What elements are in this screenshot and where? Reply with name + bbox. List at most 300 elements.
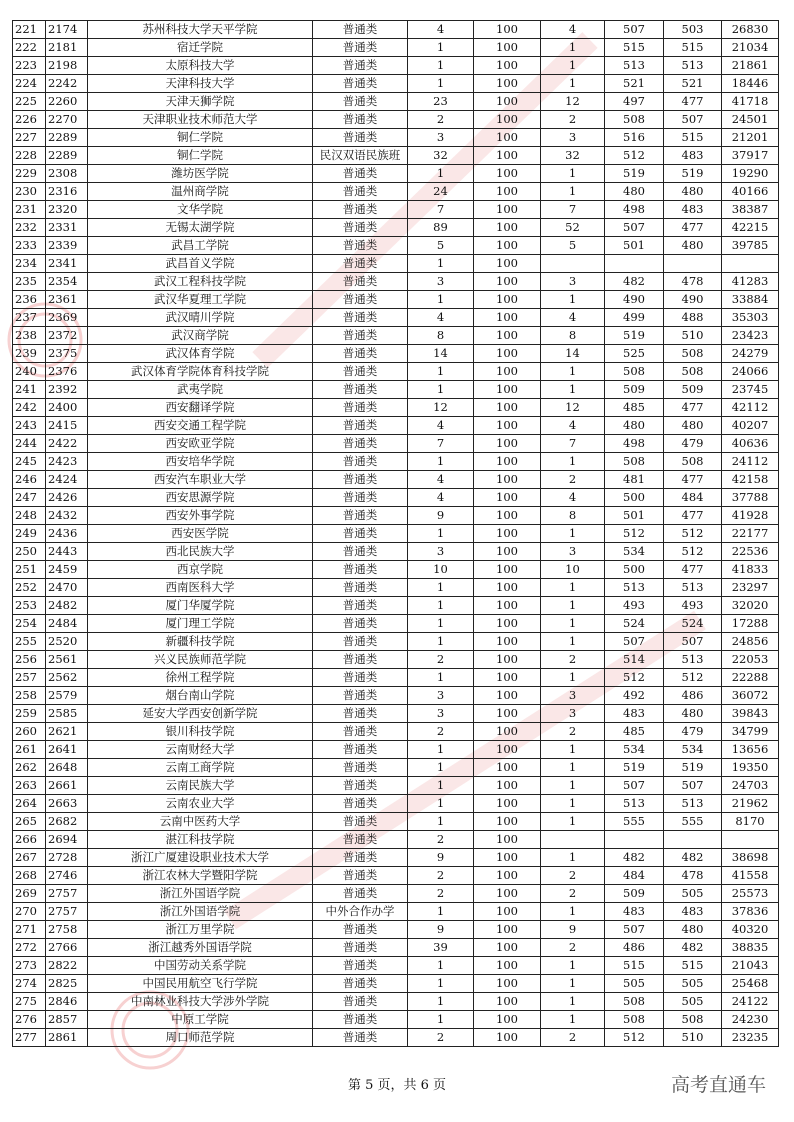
score-line-ratio: 100 [474, 309, 541, 327]
lowest-score: 510 [664, 327, 722, 345]
admitted-count: 2 [541, 939, 605, 957]
table-row [13, 921, 779, 939]
lowest-rank: 41833 [722, 561, 779, 579]
highest-score: 480 [605, 417, 664, 435]
school-name: 铜仁学院 [88, 147, 313, 165]
lowest-rank: 22288 [722, 669, 779, 687]
enrollment-type: 普通类 [313, 21, 408, 39]
row-index: 275 [13, 993, 46, 1011]
highest-score: 507 [605, 777, 664, 795]
school-code: 2484 [46, 615, 88, 633]
school-code: 2846 [46, 993, 88, 1011]
highest-score: 513 [605, 579, 664, 597]
highest-score: 515 [605, 39, 664, 57]
enrollment-type: 普通类 [313, 363, 408, 381]
school-name: 西安欧亚学院 [88, 435, 313, 453]
plan-count: 12 [408, 399, 474, 417]
highest-score: 508 [605, 453, 664, 471]
plan-count: 24 [408, 183, 474, 201]
table-row [13, 741, 779, 759]
plan-count: 1 [408, 813, 474, 831]
school-code: 2181 [46, 39, 88, 57]
school-name: 潍坊医学院 [88, 165, 313, 183]
row-index: 223 [13, 57, 46, 75]
school-name: 武昌首义学院 [88, 255, 313, 273]
lowest-rank: 23745 [722, 381, 779, 399]
table-row [13, 687, 779, 705]
lowest-rank: 21201 [722, 129, 779, 147]
lowest-rank: 19290 [722, 165, 779, 183]
plan-count: 3 [408, 273, 474, 291]
highest-score: 521 [605, 75, 664, 93]
enrollment-type: 普通类 [313, 129, 408, 147]
score-line-ratio: 100 [474, 849, 541, 867]
plan-count: 1 [408, 579, 474, 597]
enrollment-type: 普通类 [313, 417, 408, 435]
row-index: 270 [13, 903, 46, 921]
plan-count: 3 [408, 543, 474, 561]
school-code: 2822 [46, 957, 88, 975]
enrollment-type: 普通类 [313, 687, 408, 705]
highest-score: 512 [605, 669, 664, 687]
score-line-ratio: 100 [474, 507, 541, 525]
highest-score: 519 [605, 327, 664, 345]
plan-count: 9 [408, 507, 474, 525]
lowest-score: 478 [664, 273, 722, 291]
plan-count: 2 [408, 831, 474, 849]
enrollment-type: 普通类 [313, 75, 408, 93]
highest-score: 534 [605, 741, 664, 759]
highest-score: 507 [605, 633, 664, 651]
row-index: 276 [13, 1011, 46, 1029]
admitted-count: 5 [541, 237, 605, 255]
row-index: 269 [13, 885, 46, 903]
enrollment-type: 普通类 [313, 255, 408, 273]
admitted-count: 1 [541, 669, 605, 687]
enrollment-type: 普通类 [313, 543, 408, 561]
highest-score: 485 [605, 723, 664, 741]
enrollment-type: 普通类 [313, 561, 408, 579]
lowest-score: 524 [664, 615, 722, 633]
admitted-count: 1 [541, 525, 605, 543]
enrollment-type: 民汉双语民族班 [313, 147, 408, 165]
school-name: 天津科技大学 [88, 75, 313, 93]
lowest-rank: 19350 [722, 759, 779, 777]
lowest-score: 505 [664, 975, 722, 993]
lowest-score: 479 [664, 435, 722, 453]
score-line-ratio: 100 [474, 687, 541, 705]
row-index: 253 [13, 597, 46, 615]
school-code: 2423 [46, 453, 88, 471]
score-line-ratio: 100 [474, 435, 541, 453]
table-row [13, 705, 779, 723]
lowest-rank: 41558 [722, 867, 779, 885]
plan-count: 1 [408, 993, 474, 1011]
plan-count: 1 [408, 255, 474, 273]
plan-count: 4 [408, 21, 474, 39]
school-name: 云南民族大学 [88, 777, 313, 795]
admitted-count: 1 [541, 993, 605, 1011]
enrollment-type: 普通类 [313, 201, 408, 219]
enrollment-type: 普通类 [313, 939, 408, 957]
lowest-rank: 39785 [722, 237, 779, 255]
plan-count: 7 [408, 201, 474, 219]
lowest-score: 480 [664, 417, 722, 435]
lowest-score: 477 [664, 399, 722, 417]
table-row [13, 21, 779, 39]
enrollment-type: 普通类 [313, 237, 408, 255]
table-row [13, 831, 779, 849]
school-name: 中国劳动关系学院 [88, 957, 313, 975]
admitted-count: 1 [541, 813, 605, 831]
table-row [13, 165, 779, 183]
enrollment-type: 普通类 [313, 1011, 408, 1029]
enrollment-type: 普通类 [313, 273, 408, 291]
score-line-ratio: 100 [474, 21, 541, 39]
school-code: 2436 [46, 525, 88, 543]
school-name: 浙江农林大学暨阳学院 [88, 867, 313, 885]
row-index: 251 [13, 561, 46, 579]
enrollment-type: 普通类 [313, 705, 408, 723]
lowest-rank [722, 255, 779, 273]
table-row [13, 813, 779, 831]
school-code: 2361 [46, 291, 88, 309]
lowest-score: 513 [664, 795, 722, 813]
row-index: 236 [13, 291, 46, 309]
table-row [13, 669, 779, 687]
school-name: 云南财经大学 [88, 741, 313, 759]
lowest-rank: 21962 [722, 795, 779, 813]
highest-score: 509 [605, 885, 664, 903]
plan-count: 1 [408, 1011, 474, 1029]
school-code: 2308 [46, 165, 88, 183]
score-line-ratio: 100 [474, 39, 541, 57]
table-row [13, 885, 779, 903]
score-line-ratio: 100 [474, 1011, 541, 1029]
highest-score: 507 [605, 921, 664, 939]
lowest-score: 508 [664, 345, 722, 363]
row-index: 222 [13, 39, 46, 57]
table-row [13, 543, 779, 561]
highest-score: 508 [605, 111, 664, 129]
score-line-ratio: 100 [474, 957, 541, 975]
row-index: 259 [13, 705, 46, 723]
table-row [13, 507, 779, 525]
table-row [13, 597, 779, 615]
school-code: 2354 [46, 273, 88, 291]
highest-score: 513 [605, 795, 664, 813]
table-row [13, 615, 779, 633]
admission-table [12, 20, 779, 1047]
row-index: 241 [13, 381, 46, 399]
admitted-count: 2 [541, 867, 605, 885]
admitted-count: 1 [541, 741, 605, 759]
enrollment-type: 普通类 [313, 435, 408, 453]
row-index: 272 [13, 939, 46, 957]
lowest-score: 490 [664, 291, 722, 309]
plan-count: 39 [408, 939, 474, 957]
row-index: 249 [13, 525, 46, 543]
lowest-rank: 24279 [722, 345, 779, 363]
highest-score: 514 [605, 651, 664, 669]
lowest-score: 507 [664, 633, 722, 651]
lowest-rank: 42112 [722, 399, 779, 417]
school-name: 银川科技学院 [88, 723, 313, 741]
lowest-rank: 13656 [722, 741, 779, 759]
school-code: 2459 [46, 561, 88, 579]
lowest-rank: 40636 [722, 435, 779, 453]
enrollment-type: 普通类 [313, 777, 408, 795]
school-name: 武昌工学院 [88, 237, 313, 255]
school-name: 烟台南山学院 [88, 687, 313, 705]
lowest-score: 507 [664, 111, 722, 129]
admitted-count: 32 [541, 147, 605, 165]
school-name: 西京学院 [88, 561, 313, 579]
lowest-rank: 41928 [722, 507, 779, 525]
lowest-score: 534 [664, 741, 722, 759]
lowest-rank: 24122 [722, 993, 779, 1011]
enrollment-type: 普通类 [313, 741, 408, 759]
score-line-ratio: 100 [474, 525, 541, 543]
lowest-score: 509 [664, 381, 722, 399]
school-name: 宿迁学院 [88, 39, 313, 57]
school-name: 西安外事学院 [88, 507, 313, 525]
lowest-score: 512 [664, 543, 722, 561]
enrollment-type: 普通类 [313, 219, 408, 237]
score-line-ratio: 100 [474, 489, 541, 507]
score-line-ratio: 100 [474, 273, 541, 291]
enrollment-type: 普通类 [313, 471, 408, 489]
row-index: 265 [13, 813, 46, 831]
score-line-ratio: 100 [474, 363, 541, 381]
row-index: 273 [13, 957, 46, 975]
page-number: 第 5 页，共 6 页 [347, 1078, 447, 1093]
lowest-rank: 24230 [722, 1011, 779, 1029]
table-row [13, 1029, 779, 1047]
highest-score: 486 [605, 939, 664, 957]
enrollment-type: 普通类 [313, 669, 408, 687]
highest-score: 498 [605, 435, 664, 453]
highest-score: 512 [605, 147, 664, 165]
row-index: 240 [13, 363, 46, 381]
score-line-ratio: 100 [474, 993, 541, 1011]
school-code: 2682 [46, 813, 88, 831]
table-row [13, 255, 779, 273]
row-index: 254 [13, 615, 46, 633]
admitted-count: 3 [541, 705, 605, 723]
school-code: 2331 [46, 219, 88, 237]
table-row [13, 993, 779, 1011]
school-name: 周口师范学院 [88, 1029, 313, 1047]
admitted-count: 1 [541, 579, 605, 597]
school-code: 2339 [46, 237, 88, 255]
admitted-count: 1 [541, 975, 605, 993]
score-line-ratio: 100 [474, 741, 541, 759]
highest-score: 525 [605, 345, 664, 363]
plan-count: 23 [408, 93, 474, 111]
lowest-score: 515 [664, 957, 722, 975]
school-code: 2320 [46, 201, 88, 219]
plan-count: 1 [408, 75, 474, 93]
plan-count: 9 [408, 921, 474, 939]
row-index: 250 [13, 543, 46, 561]
lowest-score: 555 [664, 813, 722, 831]
school-code: 2482 [46, 597, 88, 615]
table-row [13, 417, 779, 435]
highest-score: 515 [605, 957, 664, 975]
highest-score: 482 [605, 849, 664, 867]
highest-score: 508 [605, 1011, 664, 1029]
admitted-count: 7 [541, 201, 605, 219]
lowest-rank: 32020 [722, 597, 779, 615]
school-code: 2520 [46, 633, 88, 651]
lowest-rank: 18446 [722, 75, 779, 93]
row-index: 248 [13, 507, 46, 525]
lowest-score: 510 [664, 1029, 722, 1047]
table-row [13, 1011, 779, 1029]
highest-score: 512 [605, 1029, 664, 1047]
enrollment-type: 中外合作办学 [313, 903, 408, 921]
table-row [13, 435, 779, 453]
admitted-count: 14 [541, 345, 605, 363]
row-index: 239 [13, 345, 46, 363]
row-index: 252 [13, 579, 46, 597]
row-index: 246 [13, 471, 46, 489]
lowest-rank: 23297 [722, 579, 779, 597]
highest-score: 512 [605, 525, 664, 543]
school-name: 浙江外国语学院 [88, 903, 313, 921]
highest-score: 490 [605, 291, 664, 309]
school-code: 2289 [46, 129, 88, 147]
table-row [13, 345, 779, 363]
enrollment-type: 普通类 [313, 345, 408, 363]
enrollment-type: 普通类 [313, 183, 408, 201]
plan-count: 9 [408, 849, 474, 867]
plan-count: 10 [408, 561, 474, 579]
school-name: 浙江越秀外国语学院 [88, 939, 313, 957]
enrollment-type: 普通类 [313, 93, 408, 111]
plan-count: 2 [408, 651, 474, 669]
school-name: 西安交通工程学院 [88, 417, 313, 435]
school-name: 武汉晴川学院 [88, 309, 313, 327]
row-index: 258 [13, 687, 46, 705]
admitted-count: 1 [541, 39, 605, 57]
plan-count: 1 [408, 633, 474, 651]
lowest-rank: 40207 [722, 417, 779, 435]
lowest-rank: 39843 [722, 705, 779, 723]
lowest-score: 519 [664, 165, 722, 183]
table-row [13, 57, 779, 75]
plan-count: 1 [408, 597, 474, 615]
lowest-rank: 24703 [722, 777, 779, 795]
table-row [13, 309, 779, 327]
school-name: 武汉华夏理工学院 [88, 291, 313, 309]
table-row [13, 75, 779, 93]
plan-count: 1 [408, 525, 474, 543]
enrollment-type: 普通类 [313, 309, 408, 327]
school-code: 2470 [46, 579, 88, 597]
admitted-count: 1 [541, 615, 605, 633]
lowest-score: 505 [664, 885, 722, 903]
enrollment-type: 普通类 [313, 759, 408, 777]
school-code: 2376 [46, 363, 88, 381]
admitted-count: 1 [541, 957, 605, 975]
plan-count: 1 [408, 291, 474, 309]
highest-score: 481 [605, 471, 664, 489]
row-index: 233 [13, 237, 46, 255]
row-index: 227 [13, 129, 46, 147]
admitted-count: 8 [541, 327, 605, 345]
school-name: 中南林业科技大学涉外学院 [88, 993, 313, 1011]
score-line-ratio: 100 [474, 291, 541, 309]
row-index: 277 [13, 1029, 46, 1047]
plan-count: 7 [408, 435, 474, 453]
row-index: 235 [13, 273, 46, 291]
table-row [13, 579, 779, 597]
plan-count: 1 [408, 975, 474, 993]
plan-count: 1 [408, 39, 474, 57]
lowest-score: 483 [664, 201, 722, 219]
highest-score: 483 [605, 903, 664, 921]
lowest-rank: 26830 [722, 21, 779, 39]
score-line-ratio: 100 [474, 975, 541, 993]
admitted-count: 1 [541, 291, 605, 309]
admitted-count: 1 [541, 363, 605, 381]
lowest-rank: 38387 [722, 201, 779, 219]
school-name: 厦门华厦学院 [88, 597, 313, 615]
score-line-ratio: 100 [474, 561, 541, 579]
school-code: 2861 [46, 1029, 88, 1047]
row-index: 255 [13, 633, 46, 651]
admitted-count: 2 [541, 111, 605, 129]
enrollment-type: 普通类 [313, 597, 408, 615]
table-row [13, 183, 779, 201]
school-name: 武汉体育学院 [88, 345, 313, 363]
table-row [13, 147, 779, 165]
row-index: 230 [13, 183, 46, 201]
school-name: 武汉体育学院体育科技学院 [88, 363, 313, 381]
enrollment-type: 普通类 [313, 453, 408, 471]
enrollment-type: 普通类 [313, 849, 408, 867]
lowest-rank: 24112 [722, 453, 779, 471]
plan-count: 1 [408, 795, 474, 813]
table-row [13, 453, 779, 471]
lowest-rank: 41283 [722, 273, 779, 291]
row-index: 245 [13, 453, 46, 471]
score-line-ratio: 100 [474, 939, 541, 957]
score-line-ratio: 100 [474, 345, 541, 363]
score-line-ratio: 100 [474, 57, 541, 75]
enrollment-type: 普通类 [313, 831, 408, 849]
score-line-ratio: 100 [474, 165, 541, 183]
lowest-rank: 24066 [722, 363, 779, 381]
lowest-rank: 21043 [722, 957, 779, 975]
school-name: 浙江万里学院 [88, 921, 313, 939]
score-line-ratio: 100 [474, 1029, 541, 1047]
highest-score: 508 [605, 993, 664, 1011]
lowest-rank: 8170 [722, 813, 779, 831]
enrollment-type: 普通类 [313, 723, 408, 741]
lowest-rank [722, 831, 779, 849]
lowest-score: 477 [664, 219, 722, 237]
admitted-count: 2 [541, 651, 605, 669]
row-index: 231 [13, 201, 46, 219]
table-row [13, 327, 779, 345]
school-code: 2562 [46, 669, 88, 687]
row-index: 257 [13, 669, 46, 687]
enrollment-type: 普通类 [313, 615, 408, 633]
lowest-score: 483 [664, 903, 722, 921]
